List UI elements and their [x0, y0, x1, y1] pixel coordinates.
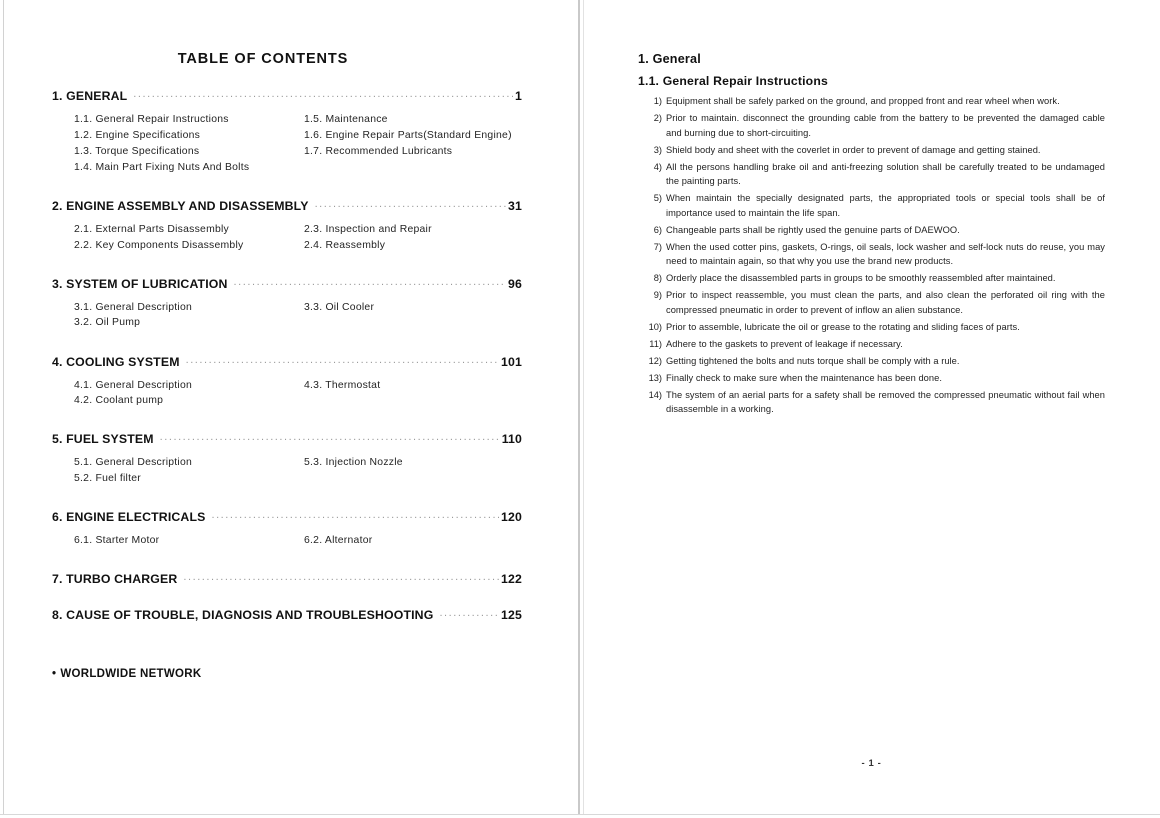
instruction-text: The system of an aerial parts for a safety shall be removed the compressed pneumatic without fail when disassemble in a working.: [666, 389, 1105, 415]
toc-page-number: 120: [501, 510, 522, 525]
instruction-number: 7): [653, 241, 662, 252]
toc-dot-leader: [315, 197, 506, 209]
instruction-item: [635, 271, 1105, 286]
instruction-text: Prior to assemble, lubricate the oil or grease to the rotating and sliding faces of parts.: [666, 321, 1020, 332]
toc-subitem[interactable]: 1.1. General Repair Instructions: [74, 114, 229, 126]
instruction-number: 11): [649, 338, 662, 349]
toc-chapter-label: 3. SYSTEM OF LUBRICATION: [52, 276, 228, 291]
toc-chapter-row[interactable]: [52, 431, 522, 446]
toc-subitem[interactable]: 1.6. Engine Repair Parts(Standard Engine): [304, 130, 512, 142]
toc-spacer: [52, 487, 522, 509]
toc-subitem-grid: [74, 533, 522, 549]
section-heading: 1.1. General Repair Instructions: [638, 74, 828, 88]
instruction-text: Shield body and sheet with the coverlet in order to prevent of damage and getting stained.: [666, 144, 1041, 155]
instruction-number: 13): [648, 372, 662, 383]
toc-spacer: [52, 586, 522, 606]
instruction-item: [635, 371, 1105, 386]
toc-spacer: [52, 409, 522, 431]
toc-subitem[interactable]: 1.5. Maintenance: [304, 114, 388, 126]
toc-subitem[interactable]: 2.1. External Parts Disassembly: [74, 223, 230, 235]
toc-subitem-grid: [74, 378, 522, 410]
instruction-number: 10): [648, 321, 662, 332]
instruction-item: [635, 94, 1105, 109]
instruction-number: 9): [653, 290, 662, 301]
toc-subitem: [304, 160, 522, 176]
toc-subitem[interactable]: 3.2. Oil Pump: [74, 317, 141, 329]
toc-page-number: 101: [501, 354, 522, 369]
toc-spacer: [52, 253, 522, 275]
toc-entry-list: [52, 88, 522, 680]
instruction-number: 1): [653, 96, 662, 106]
toc-subitem-grid: [74, 455, 522, 487]
toc-subitem[interactable]: 5.3. Injection Nozzle: [304, 457, 403, 469]
toc-chapter-row[interactable]: [52, 197, 522, 212]
page-number-footer: - 1 -: [861, 758, 882, 769]
instruction-item: [635, 240, 1105, 269]
toc-chapter-label: 8. CAUSE OF TROUBLE, DIAGNOSIS AND TROUBLESHOOTING: [52, 607, 434, 622]
instruction-item: [635, 191, 1105, 220]
spread-gutter-line: [578, 0, 580, 814]
instruction-text: Prior to maintain. disconnect the grounding cable from the battery to be prevented the damaged cable and burning due to short-circuiting.: [666, 112, 1105, 138]
instruction-number: 8): [653, 273, 662, 284]
toc-subitem[interactable]: 1.7. Recommended Lubricants: [304, 145, 453, 157]
toc-subitem[interactable]: 5.2. Fuel filter: [74, 473, 141, 485]
instruction-number: 5): [653, 193, 662, 204]
toc-subitem[interactable]: 4.2. Coolant pump: [74, 395, 164, 407]
instruction-text: Getting tightened the bolts and nuts torque shall be comply with a rule.: [666, 355, 960, 366]
toc-page-number: 125: [501, 607, 522, 622]
instruction-text: All the persons handling brake oil and anti-freezing solution shall be carefully treated to be undamaged the painting parts.: [666, 161, 1105, 187]
toc-subitem[interactable]: 2.3. Inspection and Repair: [304, 223, 432, 235]
instruction-item: [635, 337, 1105, 352]
toc-chapter-row[interactable]: [52, 275, 522, 290]
instruction-item: [635, 160, 1105, 189]
instruction-item: [635, 143, 1105, 158]
toc-chapter-label: 1. GENERAL: [52, 89, 128, 104]
instruction-text: When the used cotter pins, gaskets, O-rings, oil seals, lock washer and self-lock nuts do reuse, you may need to maintain again, so that why you use the brand new products.: [666, 241, 1105, 267]
toc-subitem[interactable]: 6.1. Starter Motor: [74, 535, 160, 547]
toc-dot-leader: [133, 88, 513, 100]
toc-subitem[interactable]: 4.1. General Description: [74, 379, 193, 391]
toc-subitem[interactable]: 3.3. Oil Cooler: [304, 301, 375, 313]
toc-chapter-label: 4. COOLING SYSTEM: [52, 354, 180, 369]
toc-spacer: [52, 175, 522, 197]
toc-subitem: [304, 393, 522, 409]
instruction-text: Prior to inspect reassemble, you must clean the parts, and also clean the perforated oil ring with the compressed pneumatic in order to prevent of inflow an alien substance.: [666, 290, 1105, 315]
page-title: TABLE OF CONTENTS: [177, 51, 349, 67]
toc-chapter-row[interactable]: [52, 509, 522, 524]
toc-spacer: [52, 549, 522, 571]
toc-subitem[interactable]: 1.3. Torque Specifications: [74, 145, 200, 157]
instruction-item: [635, 388, 1105, 417]
toc-page-number: 1: [515, 89, 522, 104]
instruction-number: 6): [653, 224, 662, 235]
toc-chapter-label: 6. ENGINE ELECTRICALS: [52, 510, 206, 525]
bullet-icon: •: [52, 667, 57, 680]
toc-dot-leader: [439, 606, 499, 618]
left-page-table-of-contents: [0, 0, 578, 818]
toc-subitem[interactable]: 2.2. Key Components Disassembly: [74, 239, 244, 251]
toc-subitem-grid: [74, 300, 522, 332]
toc-chapter-label: 5. FUEL SYSTEM: [52, 432, 154, 447]
toc-subitem[interactable]: 4.3. Thermostat: [304, 379, 381, 391]
toc-chapter-label: 7. TURBO CHARGER: [52, 572, 178, 587]
toc-chapter-row[interactable]: [52, 88, 522, 103]
instruction-item: [635, 354, 1105, 369]
toc-page-number: 96: [508, 276, 522, 291]
instruction-text: Equipment shall be safely parked on the ground, and propped front and rear wheel when work.: [666, 96, 1060, 106]
toc-chapter-label: 2. ENGINE ASSEMBLY AND DISASSEMBLY: [52, 198, 309, 213]
toc-subitem[interactable]: 5.1. General Description: [74, 457, 193, 469]
instruction-text: Adhere to the gaskets to prevent of leakage if necessary.: [666, 338, 903, 349]
toc-subitem[interactable]: 1.2. Engine Specifications: [74, 130, 201, 142]
toc-dot-leader: [234, 275, 506, 287]
toc-appendix-label: WORLDWIDE NETWORK: [60, 667, 202, 680]
toc-subitem-grid: [74, 222, 522, 254]
instruction-number: 4): [653, 161, 662, 172]
instruction-item: [635, 223, 1105, 238]
instruction-number: 2): [653, 112, 662, 123]
instruction-item: [635, 320, 1105, 335]
toc-page-number: 31: [508, 198, 522, 213]
instruction-item: [635, 288, 1105, 317]
instruction-list: [635, 94, 1105, 419]
instruction-number: 14): [648, 389, 662, 400]
toc-spacer: [52, 331, 522, 353]
toc-chapter-row[interactable]: [52, 571, 522, 586]
toc-subitem: [304, 315, 522, 331]
toc-subitem[interactable]: 3.1. General Description: [74, 301, 193, 313]
toc-page-number: 122: [501, 572, 522, 587]
instruction-text: When maintain the specially designated parts, the appropriated tools or special tools shall be of importance used to maintain the life span.: [666, 193, 1105, 218]
toc-subitem[interactable]: 6.2. Alternator: [304, 535, 373, 547]
instruction-text: Changeable parts shall be rightly used the genuine parts of DAEWOO.: [666, 224, 960, 235]
toc-subitem: [304, 471, 522, 487]
toc-page-number: 110: [501, 432, 522, 447]
toc-dot-leader: [183, 571, 499, 583]
instruction-item: [635, 111, 1105, 140]
toc-chapter-row[interactable]: [52, 353, 522, 368]
instruction-number: 3): [653, 144, 662, 155]
toc-chapter-row[interactable]: [52, 606, 522, 621]
instruction-text: Orderly place the disassembled parts in groups to be smoothly reassembled after maintained.: [666, 273, 1056, 284]
toc-dot-leader: [211, 509, 499, 521]
toc-dot-leader: [160, 431, 500, 443]
right-page-chapter-content: [583, 0, 1160, 818]
toc-spacer: [52, 622, 522, 642]
chapter-heading: 1. General: [638, 52, 701, 66]
toc-dot-leader: [186, 353, 499, 365]
toc-subitem[interactable]: 2.4. Reassembly: [304, 239, 386, 251]
toc-subitem-grid: [74, 112, 522, 175]
instruction-text: Finally check to make sure when the maintenance has been done.: [666, 372, 942, 383]
toc-appendix-entry[interactable]: [52, 668, 522, 680]
instruction-number: 12): [648, 355, 662, 366]
toc-subitem[interactable]: 1.4. Main Part Fixing Nuts And Bolts: [74, 161, 250, 173]
